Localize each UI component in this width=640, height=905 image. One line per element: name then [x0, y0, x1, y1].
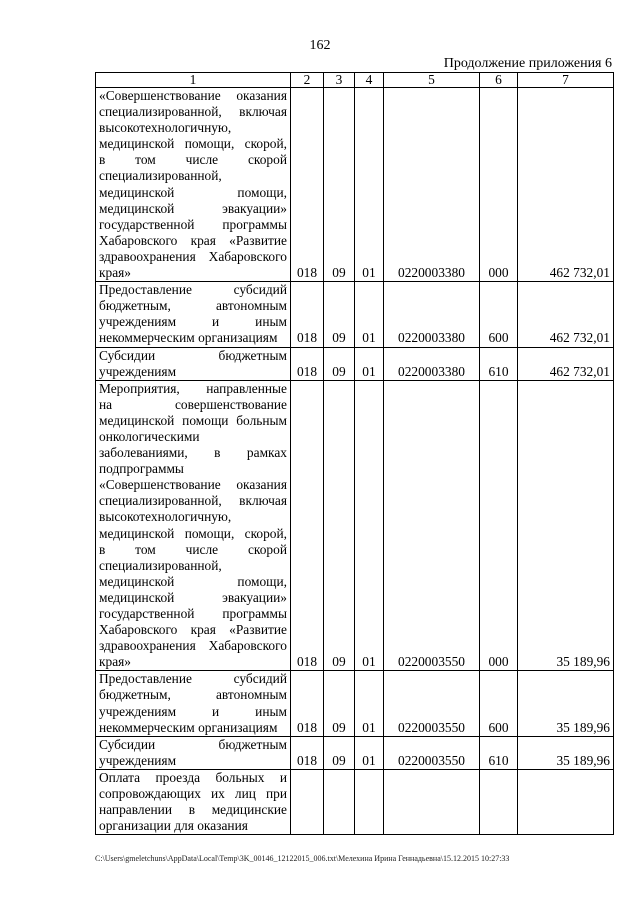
- expense-type-cell: 600: [480, 671, 518, 736]
- description-line: медицинской эвакуации»: [99, 200, 287, 216]
- grbs-code-cell: 018: [291, 380, 324, 671]
- amount-cell: 35 189,96: [518, 671, 614, 736]
- target-article-cell: 0220003550: [384, 380, 480, 671]
- table-row: [96, 88, 614, 282]
- subsection-code-cell: 01: [355, 671, 384, 736]
- target-article-cell: [384, 769, 480, 834]
- description-line: некоммерческим организациям: [99, 719, 278, 735]
- row-description: [96, 736, 291, 769]
- row-description: [96, 347, 291, 380]
- description-line: Субсидии бюджетным: [99, 736, 287, 752]
- description-line: специализированной,: [99, 557, 222, 573]
- description-line: Хабаровского края «Развитие: [99, 232, 287, 248]
- expense-type-cell: 000: [480, 380, 518, 671]
- description-line: здравоохранения Хабаровского: [99, 638, 287, 654]
- section-code-cell: 09: [324, 88, 355, 282]
- description-line: учреждениям и иным: [99, 703, 287, 719]
- grbs-code-cell: 018: [291, 88, 324, 282]
- description-line: в том числе скорой: [99, 152, 287, 168]
- section-code-cell: 09: [324, 736, 355, 769]
- section-code-cell: 09: [324, 282, 355, 347]
- budget-table: [95, 72, 614, 835]
- expense-type-cell: 000: [480, 88, 518, 282]
- description-line: специализированной,: [99, 168, 222, 184]
- table-row: [96, 671, 614, 736]
- grbs-code-cell: 018: [291, 347, 324, 380]
- column-header: 2: [291, 73, 324, 88]
- description-line: государственной программы: [99, 216, 287, 232]
- row-description: [96, 282, 291, 347]
- row-description: [96, 88, 291, 282]
- description-line: медицинской помощи, скорой,: [99, 136, 287, 152]
- description-line: государственной программы: [99, 606, 287, 621]
- description-line: онкологическими: [99, 428, 200, 444]
- column-header: 4: [355, 73, 384, 88]
- grbs-code-cell: [291, 769, 324, 834]
- column-header: 5: [384, 73, 480, 88]
- grbs-code-cell: 018: [291, 736, 324, 769]
- description-line: медицинской эвакуации»: [99, 589, 287, 605]
- description-line: Субсидии бюджетным: [99, 347, 287, 363]
- amount-cell: 35 189,96: [518, 736, 614, 769]
- description-line: в том числе скорой: [99, 541, 287, 557]
- column-header: 6: [480, 73, 518, 88]
- amount-cell: 462 732,01: [518, 282, 614, 347]
- section-code-cell: 09: [324, 347, 355, 380]
- description-line: Мероприятия, направленные: [99, 380, 287, 396]
- description-line: учреждениям: [99, 363, 177, 379]
- target-article-cell: 0220003550: [384, 736, 480, 769]
- subsection-code-cell: [355, 769, 384, 834]
- subsection-code-cell: 01: [355, 282, 384, 347]
- row-description: [96, 380, 291, 671]
- table-row: [96, 380, 614, 671]
- amount-cell: 462 732,01: [518, 88, 614, 282]
- row-description: [96, 769, 291, 834]
- expense-type-cell: [480, 769, 518, 834]
- description-line: организации для оказания: [99, 818, 248, 834]
- description-line: Предоставление субсидий: [99, 671, 287, 687]
- expense-type-cell: 610: [480, 347, 518, 380]
- header-row: [96, 73, 614, 88]
- amount-cell: [518, 769, 614, 834]
- column-header: 3: [324, 73, 355, 88]
- description-line: края»: [99, 265, 131, 281]
- description-line: на совершенствование: [99, 396, 287, 412]
- description-line: сопровождающих их лиц при: [99, 786, 287, 802]
- description-line: Хабаровского края «Развитие: [99, 622, 287, 638]
- subsection-code-cell: 01: [355, 88, 384, 282]
- description-line: бюджетным, автономным: [99, 687, 287, 703]
- description-line: медицинской помощи,: [99, 573, 287, 589]
- subsection-code-cell: 01: [355, 736, 384, 769]
- section-code-cell: [324, 769, 355, 834]
- section-code-cell: 09: [324, 671, 355, 736]
- description-line: высокотехнологичную,: [99, 120, 232, 136]
- description-line: учреждениям и иным: [99, 314, 287, 330]
- grbs-code-cell: 018: [291, 282, 324, 347]
- table-row: [96, 769, 614, 834]
- subsection-code-cell: 01: [355, 380, 384, 671]
- target-article-cell: 0220003380: [384, 347, 480, 380]
- expense-type-cell: 610: [480, 736, 518, 769]
- description-line: заболеваниями, в рамках: [99, 445, 287, 461]
- description-line: здравоохранения Хабаровского: [99, 248, 287, 264]
- description-line: некоммерческим организациям: [99, 330, 278, 346]
- target-article-cell: 0220003380: [384, 88, 480, 282]
- description-line: «Совершенствование оказания: [99, 477, 287, 493]
- description-line: медицинской помощи, скорой,: [99, 525, 287, 541]
- description-line: медицинской помощи больным: [99, 412, 287, 428]
- description-line: «Совершенствование оказания: [99, 88, 287, 103]
- column-header: 7: [518, 73, 614, 88]
- row-description: [96, 671, 291, 736]
- amount-cell: 462 732,01: [518, 347, 614, 380]
- description-line: Предоставление субсидий: [99, 282, 287, 298]
- column-header: 1: [96, 73, 291, 88]
- description-line: специализированной, включая: [99, 493, 287, 509]
- amount-cell: 35 189,96: [518, 380, 614, 671]
- table-row: [96, 347, 614, 380]
- description-line: края»: [99, 654, 131, 670]
- target-article-cell: 0220003380: [384, 282, 480, 347]
- table-row: [96, 736, 614, 769]
- file-path-footer: C:\Users\gmeletchuns\AppData\Local\Temp\3K_00146_12122015_006.txt\Мелехина Ирина Геннадьевна\15.12.2015 10:27:33: [95, 854, 510, 863]
- target-article-cell: 0220003550: [384, 671, 480, 736]
- continuation-note: Продолжение приложения 6: [443, 56, 612, 71]
- description-line: направлении в медицинские: [99, 802, 287, 818]
- page-number: 162: [309, 38, 331, 53]
- subsection-code-cell: 01: [355, 347, 384, 380]
- description-line: бюджетным, автономным: [99, 298, 287, 314]
- description-line: специализированной, включая: [99, 104, 287, 120]
- section-code-cell: 09: [324, 380, 355, 671]
- grbs-code-cell: 018: [291, 671, 324, 736]
- description-line: учреждениям: [99, 752, 177, 768]
- description-line: медицинской помощи,: [99, 184, 287, 200]
- expense-type-cell: 600: [480, 282, 518, 347]
- table-body: [96, 88, 614, 835]
- description-line: Оплата проезда больных и: [99, 769, 287, 785]
- table-row: [96, 282, 614, 347]
- description-line: высокотехнологичную,: [99, 509, 232, 525]
- description-line: подпрограммы: [99, 461, 184, 477]
